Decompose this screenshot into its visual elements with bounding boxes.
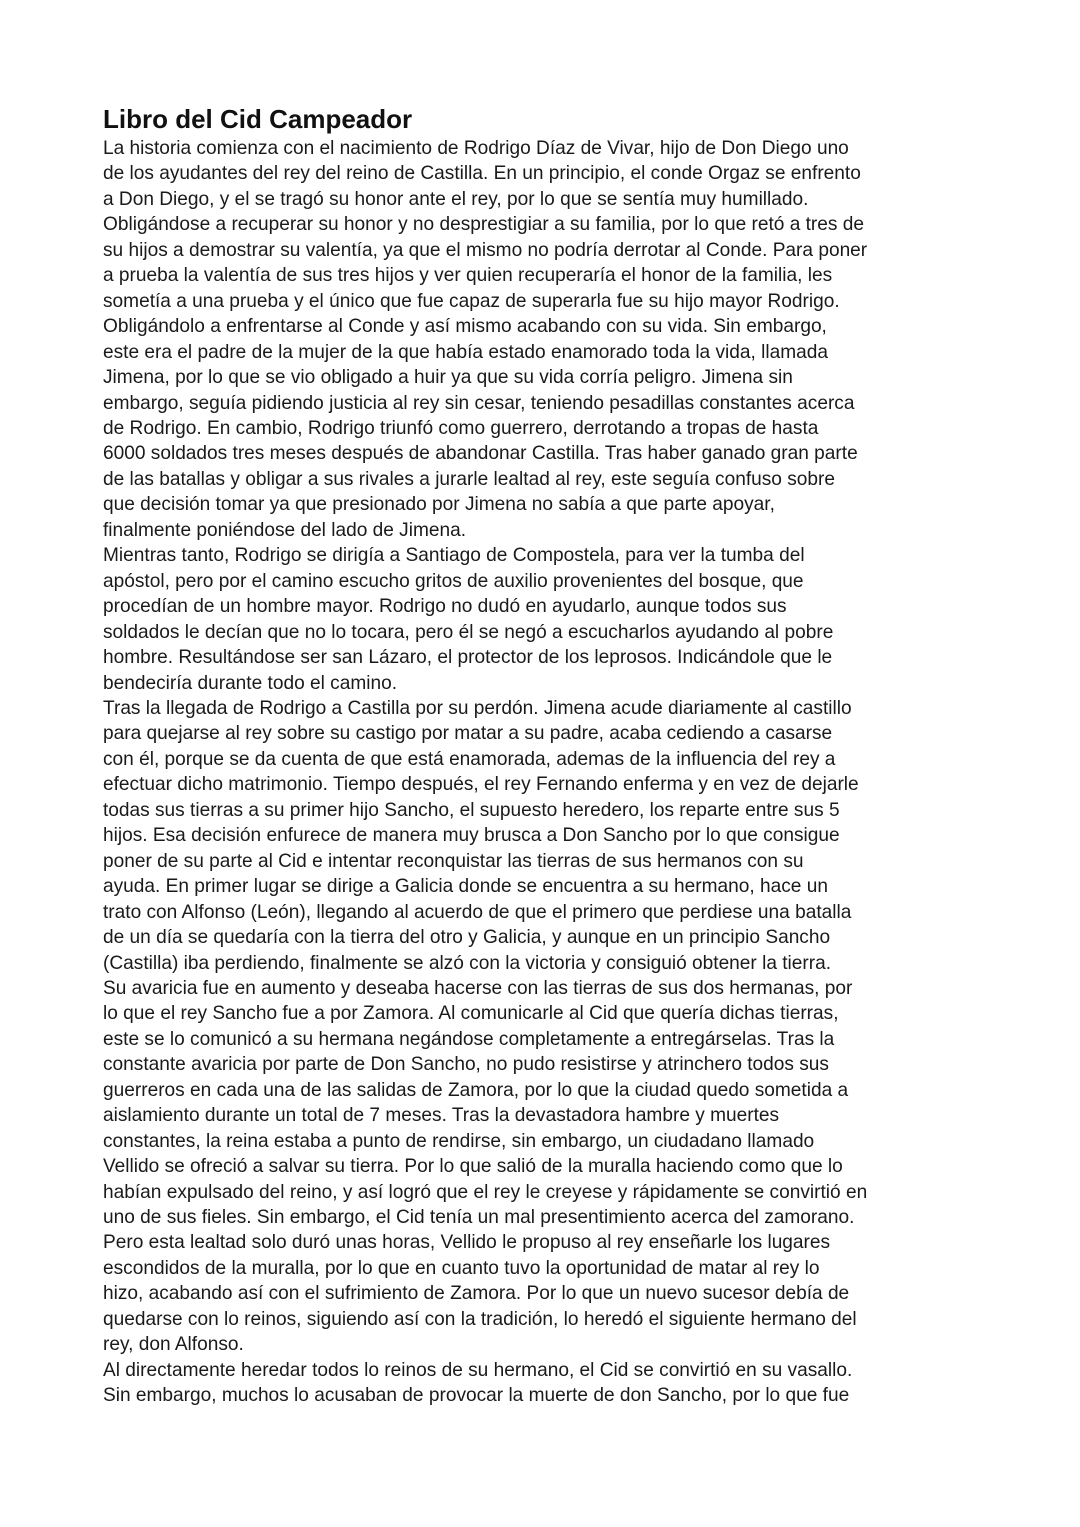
text-line: uno de sus fieles. Sin embargo, el Cid tenía un mal presentimiento acerca del zamorano. bbox=[103, 1207, 855, 1229]
document-title: Libro del Cid Campeador bbox=[103, 104, 413, 134]
text-line: escondidos de la muralla, por lo que en cuanto tuvo la oportunidad de matar al rey lo bbox=[103, 1257, 820, 1279]
text-line: su hijos a demostrar su valentía, ya que el mismo no podría derrotar al Conde. Para poner bbox=[103, 239, 868, 261]
text-line: quedarse con lo reinos, siguiendo así con la tradición, lo heredó el siguiente hermano del bbox=[103, 1308, 857, 1330]
text-line: que decisión tomar ya que presionado por Jimena no sabía a que parte apoyar, bbox=[103, 494, 775, 516]
text-line: rey, don Alfonso. bbox=[103, 1334, 244, 1356]
text-line: a Don Diego, y el se tragó su honor ante el rey, por lo que se sentía muy humillado. bbox=[103, 188, 809, 210]
text-line: bendeciría durante todo el camino. bbox=[103, 672, 398, 694]
text-line: poner de su parte al Cid e intentar reconquistar las tierras de sus hermanos con su bbox=[103, 850, 804, 872]
text-line: para quejarse al rey sobre su castigo por matar a su padre, acaba cediendo a casarse bbox=[103, 723, 833, 745]
text-line: 6000 soldados tres meses después de abandonar Castilla. Tras haber ganado gran parte bbox=[103, 443, 858, 465]
text-line: todas sus tierras a su primer hijo Sancho, el supuesto heredero, los reparte entre sus 5 bbox=[103, 799, 840, 821]
text-line: hombre. Resultándose ser san Lázaro, el protector de los leprosos. Indicándole que le bbox=[103, 647, 833, 669]
text-line: trato con Alfonso (León), llegando al acuerdo de que el primero que perdiese una batalla bbox=[103, 901, 852, 923]
text-line: Obligándolo a enfrentarse al Conde y así mismo acabando con su vida. Sin embargo, bbox=[103, 316, 827, 338]
text-line: sometía a una prueba y el único que fue capaz de superarla fue su hijo mayor Rodrigo. bbox=[103, 290, 840, 312]
text-line: a prueba la valentía de sus tres hijos y ver quien recuperaría el honor de la familia, les bbox=[103, 265, 833, 287]
text-line: embargo, seguía pidiendo justicia al rey sin cesar, teniendo pesadillas constantes acerca bbox=[103, 392, 855, 414]
text-line: apóstol, pero por el camino escucho gritos de auxilio provenientes del bosque, que bbox=[103, 570, 804, 592]
text-line: Jimena, por lo que se vio obligado a huir ya que su vida corría peligro. Jimena sin bbox=[103, 367, 793, 389]
text-line: hijos. Esa decisión enfurece de manera muy brusca a Don Sancho por lo que consigue bbox=[103, 825, 840, 847]
text-line: soldados le decían que no lo tocara, pero él se negó a escucharlos ayudando al pobre bbox=[103, 621, 834, 643]
text-line: Pero esta lealtad solo duró unas horas, Vellido le propuso al rey enseñarle los lugares bbox=[103, 1232, 831, 1254]
text-line: guerreros en cada una de las salidas de Zamora, por lo que la ciudad quedo sometida a bbox=[103, 1079, 849, 1101]
text-line: procedían de un hombre mayor. Rodrigo no dudó en ayudarlo, aunque todos sus bbox=[103, 596, 787, 618]
text-line: Vellido se ofreció a salvar su tierra. Por lo que salió de la muralla haciendo como que lo bbox=[103, 1156, 843, 1178]
text-line: con él, porque se da cuenta de que está enamorada, ademas de la influencia del rey a bbox=[103, 748, 836, 770]
text-line: de las batallas y obligar a sus rivales a jurarle lealtad al rey, este seguía confuso sobre bbox=[103, 468, 835, 490]
text-line: este se lo comunicó a su hermana negándose completamente a entregárselas. Tras la bbox=[103, 1028, 835, 1050]
text-line: Mientras tanto, Rodrigo se dirigía a Santiago de Compostela, para ver la tumba del bbox=[103, 545, 805, 567]
text-line: este era el padre de la mujer de la que había estado enamorado toda la vida, llamada bbox=[103, 341, 828, 363]
text-line: habían expulsado del reino, y así logró que el rey le creyese y rápidamente se convirtió en bbox=[103, 1181, 868, 1203]
text-line: de Rodrigo. En cambio, Rodrigo triunfó como guerrero, derrotando a tropas de hasta bbox=[103, 417, 819, 439]
text-line: constantes, la reina estaba a punto de rendirse, sin embargo, un ciudadano llamado bbox=[103, 1130, 815, 1152]
text-line: de un día se quedaría con la tierra del otro y Galicia, y aunque en un principio Sancho bbox=[103, 927, 831, 949]
document-body bbox=[103, 136, 983, 1409]
text-line: (Castilla) iba perdiendo, finalmente se alzó con la victoria y consiguió obtener la tierra. bbox=[103, 952, 832, 974]
text-line: Sin embargo, muchos lo acusaban de provocar la muerte de don Sancho, por lo que fue bbox=[103, 1385, 850, 1407]
text-line: constante avaricia por parte de Don Sancho, no pudo resistirse y atrinchero todos sus bbox=[103, 1054, 829, 1076]
text-line: de los ayudantes del rey del reino de Castilla. En un principio, el conde Orgaz se enfrento bbox=[103, 163, 861, 185]
text-line: ayuda. En primer lugar se dirige a Galicia donde se encuentra a su hermano, hace un bbox=[103, 876, 828, 898]
text-line: La historia comienza con el nacimiento de Rodrigo Díaz de Vivar, hijo de Don Diego uno bbox=[103, 138, 849, 159]
text-line: finalmente poniéndose del lado de Jimena. bbox=[103, 519, 467, 541]
text-line: aislamiento durante un total de 7 meses. Tras la devastadora hambre y muertes bbox=[103, 1105, 780, 1127]
text-line: efectuar dicho matrimonio. Tiempo después, el rey Fernando enferma y en vez de dejarle bbox=[103, 774, 859, 796]
text-line: Su avaricia fue en aumento y deseaba hacerse con las tierras de sus dos hermanas, por bbox=[103, 977, 853, 999]
text-line: hizo, acabando así con el sufrimiento de Zamora. Por lo que un nuevo sucesor debía de bbox=[103, 1283, 850, 1305]
text-line: Tras la llegada de Rodrigo a Castilla por su perdón. Jimena acude diariamente al castillo bbox=[103, 697, 852, 719]
text-line: Obligándose a recuperar su honor y no desprestigiar a su familia, por lo que retó a tres de bbox=[103, 214, 864, 236]
text-line: Al directamente heredar todos lo reinos de su hermano, el Cid se convirtió en su vasallo. bbox=[103, 1359, 853, 1381]
document-page bbox=[103, 104, 983, 1409]
text-line: lo que el rey Sancho fue a por Zamora. Al comunicarle al Cid que quería dichas tierras, bbox=[103, 1003, 839, 1025]
